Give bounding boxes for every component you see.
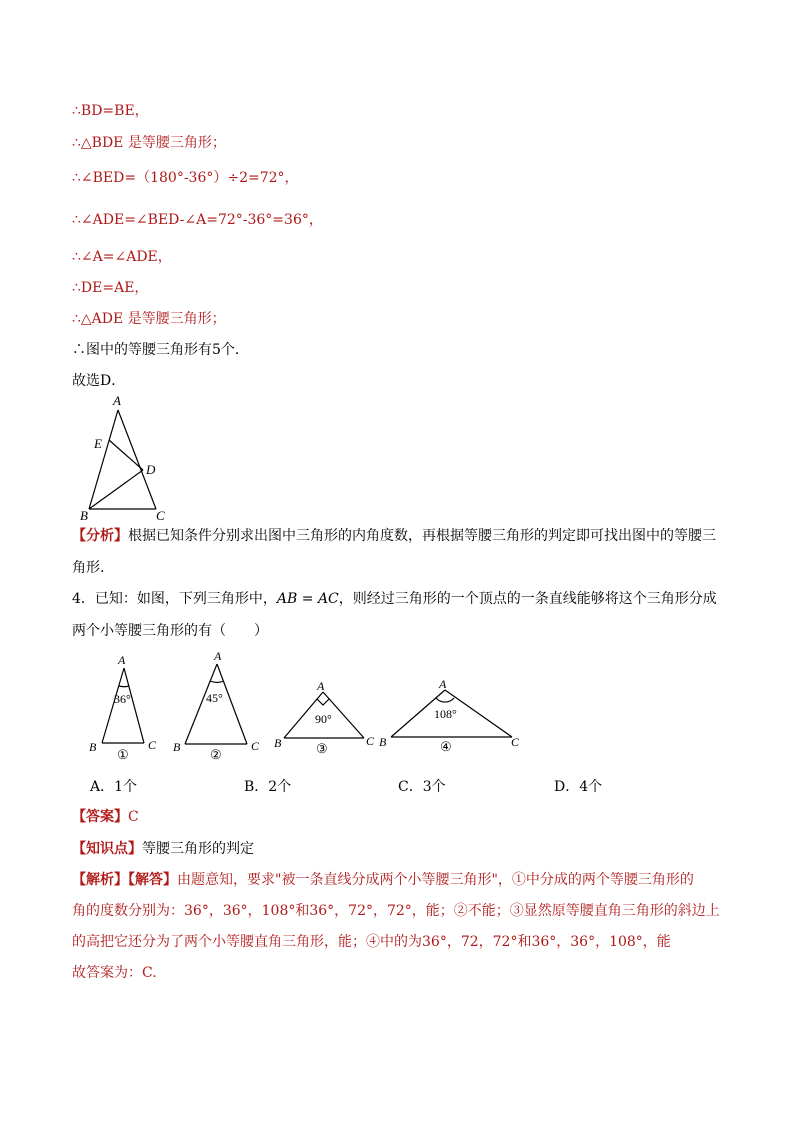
- explanation-label: 【解析】【解答】: [72, 872, 177, 888]
- t3-label-b: B: [274, 736, 282, 750]
- analysis-block: [72, 520, 728, 584]
- t4-label-c: C: [511, 735, 520, 749]
- t3-number: ③: [316, 741, 328, 756]
- question-block: [72, 583, 728, 647]
- fig1-label-a: A: [113, 393, 121, 408]
- fig1-label-b: B: [80, 508, 88, 522]
- solution-line-3: ∴∠BED=（180°-36°）÷2=72°，: [72, 170, 299, 186]
- t1-angle: 36°: [114, 692, 131, 706]
- knowledge-label: 【知识点】: [72, 841, 142, 857]
- explanation-line-4: 故答案为：C.: [72, 965, 157, 981]
- t3-angle: 90°: [315, 712, 332, 726]
- t2-number: ②: [210, 747, 222, 760]
- solution-line-7: ∴△ADE 是等腰三角形；: [72, 311, 226, 327]
- t3-label-c: C: [366, 734, 375, 748]
- question-condition: AB = AC: [276, 591, 339, 607]
- answer-line: [72, 807, 139, 827]
- t4-number: ④: [440, 739, 452, 754]
- t4-label-b: B: [379, 735, 387, 749]
- solution-line-1: ∴BD=BE，: [72, 103, 149, 119]
- option-c: C．3个: [398, 779, 446, 795]
- explanation-line-2: 角的度数分别为：36°，36°，108°和36°，72°，72°，能；②不能；③显然原等腰直角三角形的斜边上: [72, 903, 720, 919]
- t1-label-c: C: [148, 738, 157, 752]
- t2-label-a: A: [214, 649, 222, 663]
- solution-line-8: ∴图中的等腰三角形有5个．: [72, 342, 249, 358]
- t2-label-b: B: [173, 740, 181, 754]
- t1-number: ①: [117, 747, 129, 760]
- explanation-line-3: 的高把它还分为了两个小等腰直角三角形，能；④中的为36°，72，72°和36°，36°，108°，能: [72, 934, 671, 950]
- t3-label-a: A: [317, 679, 325, 693]
- t1-label-a: A: [118, 653, 126, 667]
- option-d: D．4个: [554, 779, 603, 795]
- solution-line-5: ∴∠A=∠ADE，: [72, 249, 172, 265]
- solution-line-2: ∴△BDE 是等腰三角形；: [72, 135, 226, 151]
- option-b: B．2个: [244, 779, 292, 795]
- solution-line-6: ∴DE=AE，: [72, 280, 149, 296]
- analysis-label: 【分析】: [72, 528, 128, 544]
- option-a: A．1个: [90, 779, 138, 795]
- explanation-line-1: [72, 870, 694, 890]
- knowledge-line: [72, 839, 254, 859]
- choice-line: 故选D．: [72, 373, 126, 389]
- t1-label-b: B: [89, 740, 97, 754]
- analysis-text: 根据已知条件分别求出图中三角形的内角度数，再根据等腰三角形的判定即可找出图中的等腰三角形.: [72, 528, 716, 576]
- t4-label-a: A: [439, 677, 447, 691]
- question-text-before: 已知：如图，下列三角形中，: [94, 591, 277, 607]
- question-figures: [86, 648, 526, 760]
- fig1-label-d: D: [146, 462, 156, 477]
- t2-angle: 45°: [206, 691, 223, 705]
- answer-label: 【答案】: [72, 809, 128, 825]
- question-text-after: ，则经过三角形的一个顶点的一条直线能够将这个三角形分成两个小等腰三角形的有（ ）: [72, 591, 717, 639]
- solution-line-4: ∴∠ADE=∠BED-∠A=72°-36°=36°，: [72, 212, 323, 228]
- answer-value: C: [128, 809, 139, 825]
- fig1-label-c: C: [156, 508, 165, 522]
- explanation-text-1: 由题意知，要求"被一条直线分成两个小等腰三角形"，①中分成的两个等腰三角形的: [177, 872, 694, 888]
- question-number: 4．: [72, 591, 95, 607]
- fig1-label-e: E: [94, 436, 102, 451]
- t2-label-c: C: [251, 739, 260, 753]
- t4-angle: 108°: [434, 707, 457, 721]
- knowledge-value: 等腰三角形的判定: [142, 841, 254, 857]
- figure-triangle-abc: [80, 392, 180, 522]
